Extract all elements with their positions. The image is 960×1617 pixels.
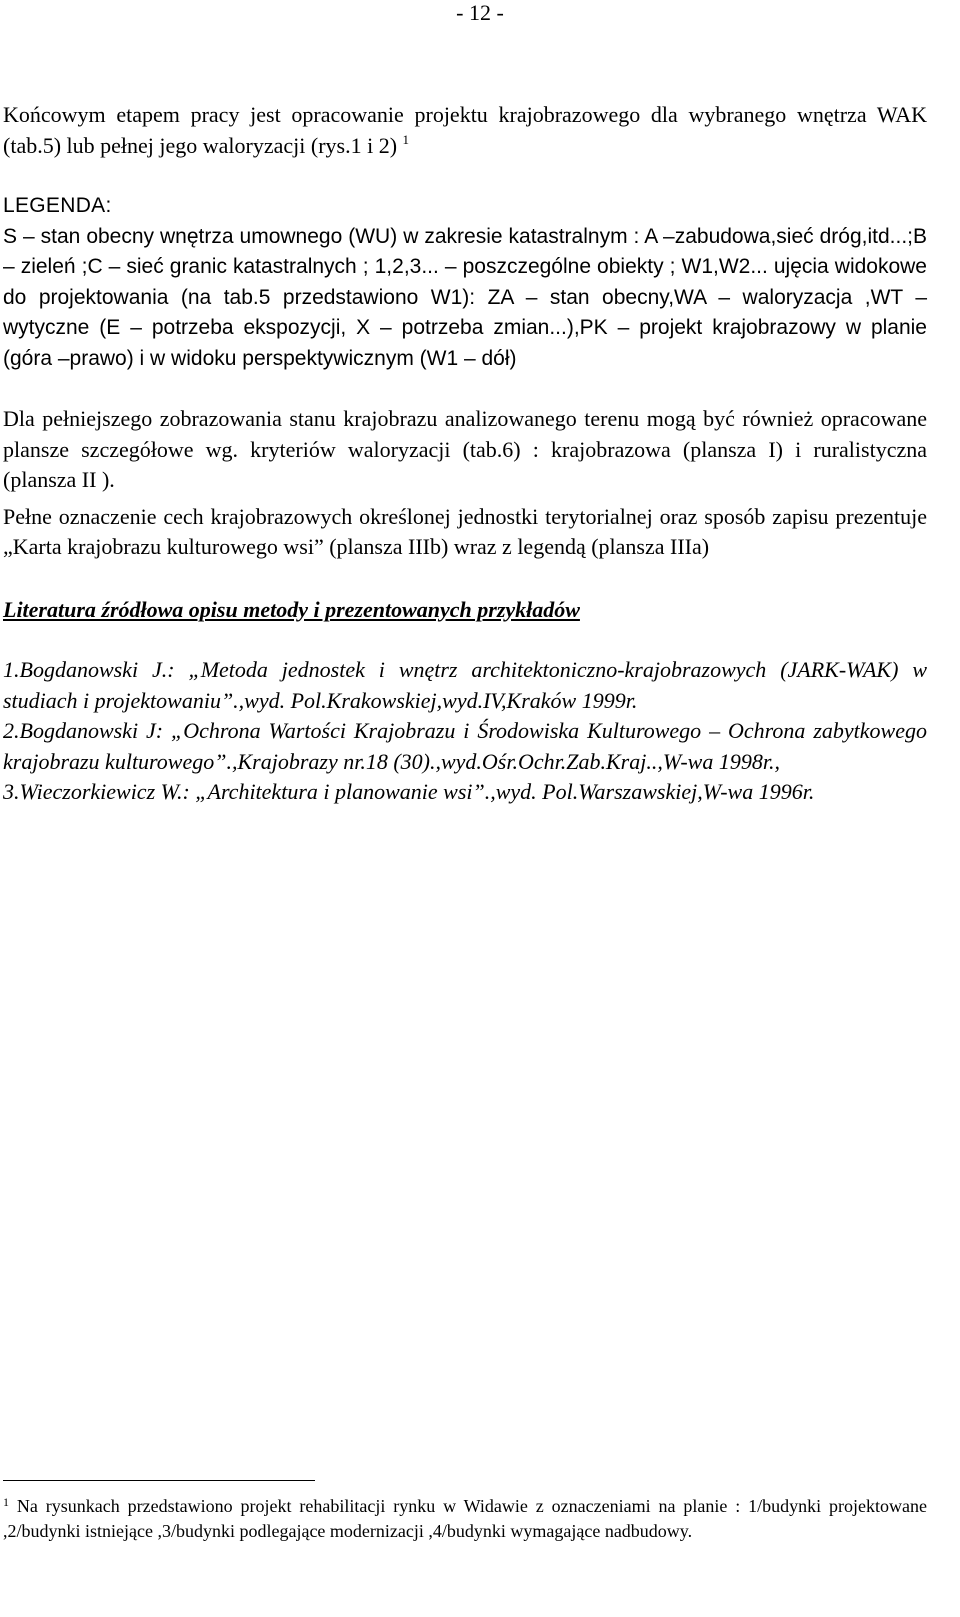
page-body [3,100,927,808]
footnote-marker: 1 [3,1495,9,1509]
footnote-reference: 1 [402,131,410,147]
intro-text: Końcowym etapem pracy jest opracowanie projektu krajobrazowego dla wybranego wnętrza WAK (tab.5) lub pełnej jego waloryzacji (rys.1 i 2) [3,102,927,158]
footnote-separator [3,1480,315,1481]
detail-paragraph: Dla pełniejszego zobrazowania stanu krajobrazu analizowanego terenu mogą być również opracowane plansze szczegółowe wg. kryteriów waloryzacji (tab.6) : krajobrazowa (plansza I) i ruralistyczna (plansza II ). [3,406,927,492]
intro-paragraph [3,100,927,161]
literature-item: 3.Wieczorkiewicz W.: „Architektura i planowanie wsi”.,wyd. Pol.Warszawskiej,W-wa 1996r. [3,779,815,804]
literature-heading: Literatura źródłowa opisu metody i prezentowanych przykładów [3,596,580,622]
legend-text: S – stan obecny wnętrza umownego (WU) w zakresie katastralnym : A –zabudowa,sieć dróg,itd...;B – zieleń ;C – sieć granic katastralnych ; 1,2,3... – poszczególne obiekty ; W1,W2... ujęcia widokowe do projektowania (na tab.5 przedstawiono W1): ZA – stan obecny,WA – waloryzacja ,WT – wytyczne (E – potrzeba ekspozycji, X – potrzeba zmian...),PK – projekt krajobrazowy w planie (góra –prawo) i w widoku perspektywicznym (W1 – dół) [3,224,927,370]
footnote-text: Na rysunkach przedstawiono projekt rehabilitacji rynku w Widawie z oznaczeniami na planie : 1/budynki projektowane ,2/budynki istniejące ,3/budynki podlegające modernizacji ,4/budynki wymagające nadbudowy. [3,1496,928,1541]
footnote [3,1494,927,1544]
page-number: - 12 - [456,0,504,25]
literature-item: 2.Bogdanowski J: „Ochrona Wartości Krajobrazu i Środowiska Kulturowego – Ochrona zabytkowego krajobrazu kulturowego”.,Krajobrazy nr.18 (30).,wyd.Ośr.Ochr.Zab.Kraj..,W-wa 1998r., [3,718,927,774]
full-notation-paragraph: Pełne oznaczenie cech krajobrazowych określonej jednostki terytorialnej oraz sposób zapisu prezentuje „Karta krajobrazu kulturowego wsi” (plansza IIIb) wraz z legendą (plansza IIIa) [3,503,927,559]
legend-heading: LEGENDA: [3,194,112,217]
literature-item: 1.Bogdanowski J.: „Metoda jednostek i wnętrz architektoniczno-krajobrazowych (JARK-WAK) w studiach i projektowaniu”.,wyd. Pol.Krakowskiej,wyd.IV,Kraków 1999r. [3,657,927,713]
